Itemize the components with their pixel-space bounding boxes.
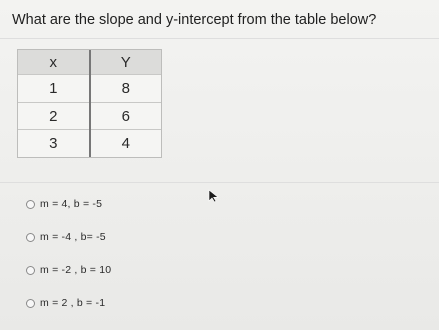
answer-option-label: m = 4, b = -5 [40,198,103,210]
answer-option[interactable] [26,231,106,243]
radio-button[interactable] [26,299,35,308]
radio-button[interactable] [26,200,35,209]
table-cell-y: 8 [90,75,162,103]
divider [0,38,439,39]
table-cell-x: 3 [18,130,90,157]
answer-option-label: m = -4 , b= -5 [40,231,106,243]
answer-option[interactable] [26,297,105,309]
table-cell-y: 6 [90,102,162,130]
answer-option[interactable] [26,198,102,210]
mouse-cursor-icon [208,189,220,203]
table-cell-x: 2 [18,102,90,130]
values-table [17,49,162,158]
radio-button[interactable] [26,233,35,242]
table-header-row [18,50,161,75]
table-row [18,130,161,157]
question-text: What are the slope and y-intercept from the table below? [12,12,377,28]
answer-option-label: m = -2 , b = 10 [40,264,112,276]
table-row [18,102,161,130]
column-header-y: Y [90,50,162,75]
column-header-x: x [18,50,90,75]
divider [0,182,439,183]
answer-option[interactable] [26,264,111,276]
table-row [18,75,161,103]
table-cell-y: 4 [121,135,130,153]
radio-button[interactable] [26,266,35,275]
table-cell-x: 1 [18,75,90,103]
answer-option-label: m = 2 , b = -1 [40,297,106,309]
